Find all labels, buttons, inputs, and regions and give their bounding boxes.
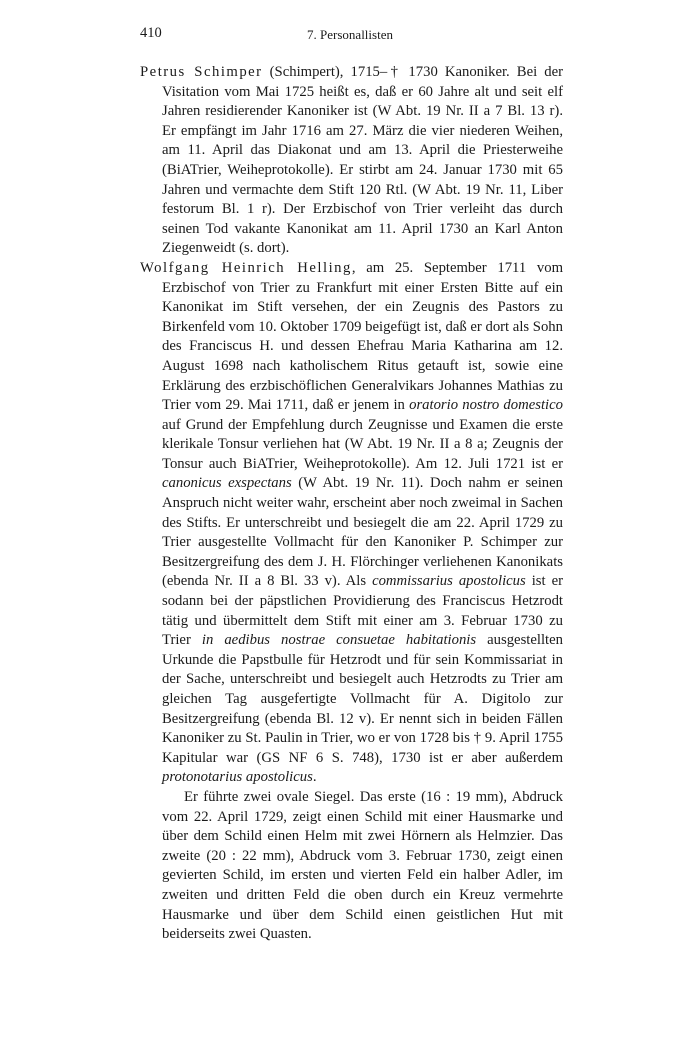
entry-text: auf Grund der Empfehlung durch Zeugnisse und Examen die erste klerikale Tonsur verliehen hat (W Abt. 19 Nr. II a 8 a; Zeugnis der Tonsur auch BiATrier, Weiheprotokolle). Am 12. Juli 1721 ist er	[162, 416, 563, 472]
latin-phrase: canonicus exspectans	[162, 475, 292, 492]
entry-text: ausgestellten Urkunde die Papstbulle für Hetzrodt und für sein Kommissariat in der Sache, unterschreibt und besiegelt auch Hetzrodts zu Trier am gleichen Tag ausgefertigte Vollmacht für A. Digitolo zur Besitzergreifung (ebenda Bl. 12 v). Er nennt sich in beiden Fällen Kanoniker zu St. Paulin in Trier, wo er von 1728 bis † 9. April 1755 Kapitular war (GS NF 6 S. 748), 1730 ist er aber außerdem	[162, 632, 563, 766]
latin-phrase: protonotarius apostolicus	[162, 769, 313, 786]
entry-name: Wolfgang Heinrich Helling	[140, 259, 352, 276]
latin-phrase: in aedibus nostrae consuetae habitationis	[201, 632, 477, 649]
page-header	[140, 25, 560, 45]
entry-text: , am 25. September 1711 vom Erzbischof von Trier zu Frankfurt mit einer Ersten Bitte auf ein Kanonikat im Stift versehen, der ein Zeugnis des Pastors zu Birkenfeld vom 10. Oktober 1709 beigefügt ist, daß er dort als Sohn des Franciscus H. und dessen Ehefrau Maria Katharina am 12. August 1698 nach katholischem Ritus getauft ist, sowie eine Erklärung des erzbischöflichen Generalvikars Johannes Mathias zu Trier vom 29. Mai 1711, daß er jenem in	[162, 259, 563, 414]
entry-name: Petrus Schimper	[140, 64, 263, 80]
entry-schimper	[140, 63, 563, 259]
entry-text: .	[312, 769, 317, 786]
latin-phrase: oratorio nostro domestico	[409, 397, 563, 414]
entry-text: (Schimpert), 1715–† 1730 Kanoniker. Bei der Visitation vom Mai 1725 heißt es, daß er 60 Jahre alt und seit elf Jahren residierender Kanoniker ist (W Abt. 19 Nr. II a 7 Bl. 13 r). Er empfängt im Jahr 1716 am 27. März die vier niederen Weihen, am 11. April das Diakonat und am 13. April die Priesterweihe (BiATrier, Weiheprotokolle). Er stirbt am 24. Januar 1730 mit 65 Jahren und vermachte dem Stift 120 Rtl. (W Abt. 19 Nr. 11, Liber festorum Bl. 1 r). Der Erzbischof von Trier verleiht das durch seinen Tod vakante Kanonikat am 11. April 1730 an Karl Anton Ziegenweidt (s. dort).	[162, 64, 563, 257]
entry-text: ist er sodann bei der päpstlichen Providierung des Franciscus Hetzrodt tätig und übermittelt dem Stift mit einer am 3. Februar 1730 zu Trier	[162, 573, 564, 649]
seal-description: Er führte zwei ovale Siegel. Das erste (16 : 19 mm), Abdruck vom 22. April 1729, zeigt einen Schild mit einer Hausmarke und über dem Schild einen Helm mit zwei Hörnern als Helmzier. Das zweite (20 : 22 mm), Abdruck vom 3. Februar 1730, zeigt einen gevierten Schild, im ersten und vierten Feld ein halber Adler, im zweiten und dritten Feld die oben durch ein Kreuz vermehrte Hausmarke und über dem Schild einen geistlichen Hut mit beiderseits zwei Quasten.	[162, 788, 563, 943]
page-body	[140, 63, 563, 945]
page-number: 410	[140, 25, 162, 41]
running-title: 7. Personallisten	[307, 27, 393, 42]
entry-text: (W Abt. 19 Nr. 11). Doch nahm er seinen Anspruch nicht weiter wahr, erscheint aber noch zweimal in Sachen des Stifts. Er unterschreibt und besiegelt die am 22. April 1729 zu Trier ausgestellte Vollmacht für den Kanoniker P. Schimper zur Besitzergreifung des dem J. H. Flörchinger verliehenen Kanonikats (ebenda Nr. II a 8 Bl. 33 v). Als	[162, 475, 563, 590]
latin-phrase: commissarius apostolicus	[372, 573, 526, 590]
entry-helling	[140, 259, 563, 788]
